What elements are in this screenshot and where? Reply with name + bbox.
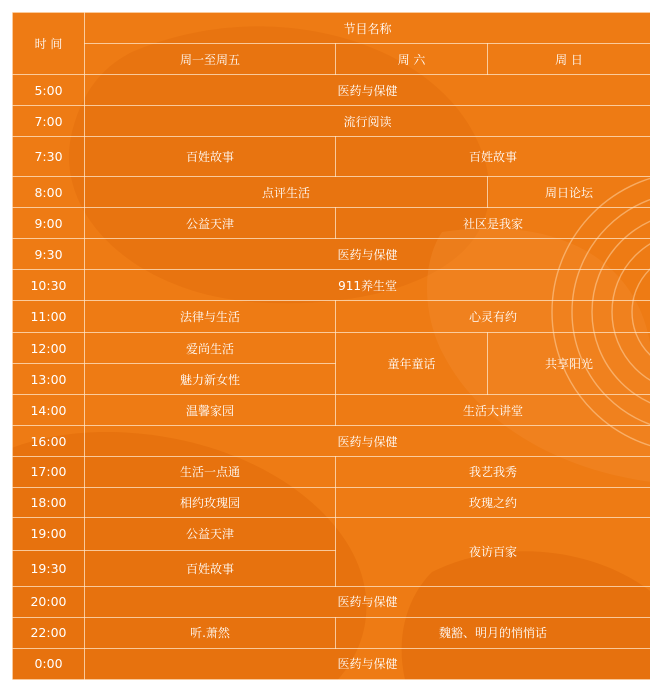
time-cell: 20:00 bbox=[13, 586, 85, 617]
table-row bbox=[13, 75, 651, 106]
program-cell: 百姓故事 bbox=[336, 137, 651, 177]
schedule-frame bbox=[12, 12, 650, 680]
program-cell: 相约玫瑰园 bbox=[85, 487, 336, 517]
program-cell: 听.萧然 bbox=[85, 617, 336, 648]
table-row bbox=[13, 648, 651, 679]
program-cell: 医药与保健 bbox=[85, 75, 651, 106]
table-row bbox=[13, 239, 651, 270]
schedule-table bbox=[12, 12, 650, 680]
program-cell: 生活大讲堂 bbox=[336, 395, 651, 426]
table-row bbox=[13, 177, 651, 208]
program-cell: 魅力新女性 bbox=[85, 364, 336, 395]
time-cell: 19:00 bbox=[13, 517, 85, 550]
time-cell: 12:00 bbox=[13, 333, 85, 364]
sunday-header: 周 日 bbox=[488, 44, 651, 75]
program-cell: 心灵有约 bbox=[336, 301, 651, 333]
table-row bbox=[13, 137, 651, 177]
program-cell: 温馨家园 bbox=[85, 395, 336, 426]
time-cell: 10:30 bbox=[13, 270, 85, 301]
program-cell: 共享阳光 bbox=[488, 333, 651, 395]
time-cell: 11:00 bbox=[13, 301, 85, 333]
table-row bbox=[13, 517, 651, 550]
time-cell: 19:30 bbox=[13, 550, 85, 586]
time-header: 时 间 bbox=[13, 13, 85, 75]
time-cell: 14:00 bbox=[13, 395, 85, 426]
program-cell: 爱尚生活 bbox=[85, 333, 336, 364]
table-row bbox=[13, 333, 651, 364]
saturday-header: 周 六 bbox=[336, 44, 488, 75]
program-cell: 魏豁、明月的悄悄话 bbox=[336, 617, 651, 648]
program-cell: 公益天津 bbox=[85, 517, 336, 550]
program-cell: 医药与保健 bbox=[85, 648, 651, 679]
time-cell: 9:30 bbox=[13, 239, 85, 270]
program-cell: 911养生堂 bbox=[85, 270, 651, 301]
table-row bbox=[13, 617, 651, 648]
program-cell: 医药与保健 bbox=[85, 239, 651, 270]
program-cell: 夜访百家 bbox=[336, 517, 651, 586]
time-cell: 22:00 bbox=[13, 617, 85, 648]
program-cell: 医药与保健 bbox=[85, 586, 651, 617]
table-row bbox=[13, 487, 651, 517]
program-cell: 公益天津 bbox=[85, 208, 336, 239]
table-row bbox=[13, 106, 651, 137]
program-cell: 生活一点通 bbox=[85, 457, 336, 487]
program-cell: 流行阅读 bbox=[85, 106, 651, 137]
program-cell: 点评生活 bbox=[85, 177, 488, 208]
table-row bbox=[13, 270, 651, 301]
time-cell: 13:00 bbox=[13, 364, 85, 395]
time-cell: 18:00 bbox=[13, 487, 85, 517]
time-cell: 7:00 bbox=[13, 106, 85, 137]
program-cell: 周日论坛 bbox=[488, 177, 651, 208]
time-cell: 0:00 bbox=[13, 648, 85, 679]
table-row bbox=[13, 301, 651, 333]
time-cell: 16:00 bbox=[13, 426, 85, 457]
program-cell: 童年童话 bbox=[336, 333, 488, 395]
time-cell: 5:00 bbox=[13, 75, 85, 106]
program-name-header: 节目名称 bbox=[85, 13, 651, 44]
time-cell: 8:00 bbox=[13, 177, 85, 208]
time-cell: 17:00 bbox=[13, 457, 85, 487]
time-cell: 9:00 bbox=[13, 208, 85, 239]
program-cell: 百姓故事 bbox=[85, 550, 336, 586]
program-cell: 玫瑰之约 bbox=[336, 487, 651, 517]
weekday-header: 周一至周五 bbox=[85, 44, 336, 75]
table-row bbox=[13, 426, 651, 457]
program-cell: 法律与生活 bbox=[85, 301, 336, 333]
program-cell: 社区是我家 bbox=[336, 208, 651, 239]
table-row bbox=[13, 208, 651, 239]
program-cell: 我艺我秀 bbox=[336, 457, 651, 487]
table-row bbox=[13, 586, 651, 617]
table-row bbox=[13, 457, 651, 487]
program-cell: 百姓故事 bbox=[85, 137, 336, 177]
table-row bbox=[13, 395, 651, 426]
program-cell: 医药与保健 bbox=[85, 426, 651, 457]
time-cell: 7:30 bbox=[13, 137, 85, 177]
